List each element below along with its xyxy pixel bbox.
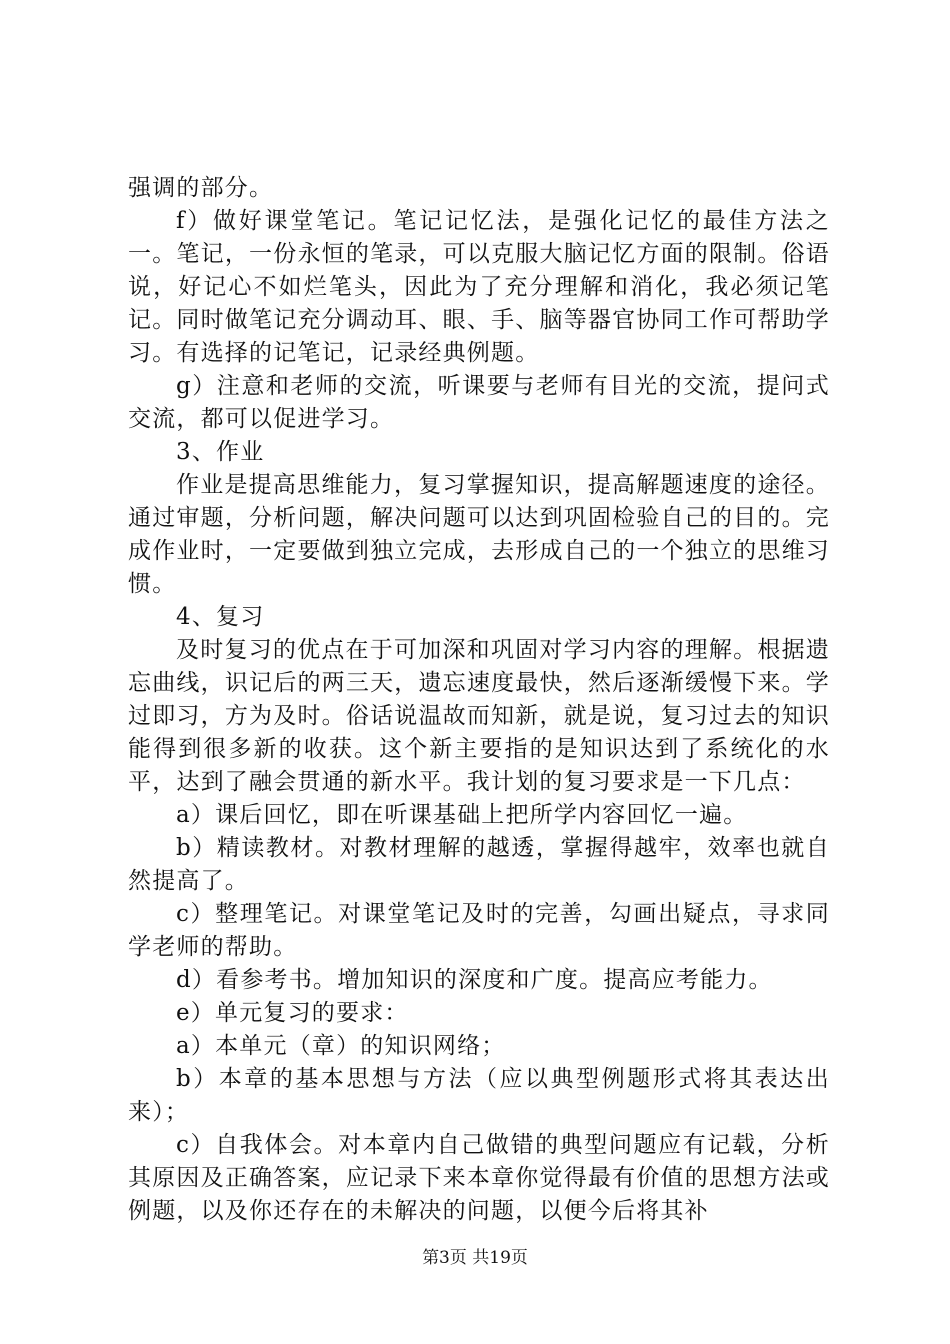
list-item-methods: b）本章的基本思想与方法（应以典型例题形式将其表达出来）；: [128, 1066, 830, 1125]
paragraph-homework: 作业是提高思维能力，复习掌握知识，提高解题速度的途径。通过审题，分析问题，解决问题可以达到巩固检验自己的目的。完成作业时，一定要做到独立完成，去形成自己的一个独立的思维习惯。: [128, 472, 830, 597]
page-footer: [0, 1246, 950, 1270]
list-item-organize-notes: c）整理笔记。对课堂笔记及时的完善，勾画出疑点，寻求同学老师的帮助。: [128, 901, 830, 960]
paragraph-continuation: 强调的部分。: [128, 175, 274, 201]
document-body: [128, 172, 830, 1228]
page-total: 共19页: [472, 1248, 528, 1268]
section-heading-review: 4、复习: [176, 604, 265, 630]
paragraph-teacher-communication: g）注意和老师的交流，听课要与老师有目光的交流，提问式交流，都可以促进学习。: [128, 373, 830, 432]
section-heading-homework: 3、作业: [176, 439, 265, 465]
list-item-self-reflection: c）自我体会。对本章内自己做错的典型问题应有记载，分析其原因及正确答案，应记录下来本章你觉得最有价值的思想方法或例题，以及你还存在的未解决的问题，以便今后将其补: [128, 1132, 830, 1224]
page-number: 第3页: [422, 1248, 467, 1268]
list-item-recall: a）课后回忆，即在听课基础上把所学内容回忆一遍。: [176, 802, 748, 828]
list-item-read-textbook: b）精读教材。对教材理解的越透，掌握得越牢，效率也就自然提高了。: [128, 835, 830, 894]
paragraph-review: 及时复习的优点在于可加深和巩固对学习内容的理解。根据遗忘曲线，识记后的两三天，遗忘速度最快，然后逐渐缓慢下来。学过即习，方为及时。俗话说温故而知新，就是说，复习过去的知识能得到很多新的收获。这个新主要指的是知识达到了系统化的水平，达到了融会贯通的新水平。我计划的复习要求是一下几点：: [128, 637, 830, 795]
list-item-unit-review: e）单元复习的要求：: [176, 1000, 409, 1026]
list-item-reference-books: d）看参考书。增加知识的深度和广度。提高应考能力。: [176, 967, 773, 993]
list-item-knowledge-network: a）本单元（章）的知识网络；: [176, 1033, 506, 1059]
paragraph-notes: f）做好课堂笔记。笔记记忆法，是强化记忆的最佳方法之一。笔记，一份永恒的笔录，可以克服大脑记忆方面的限制。俗语说，好记心不如烂笔头，因此为了充分理解和消化，我必须记笔记。同时做笔记充分调动耳、眼、手、脑等器官协同工作可帮助学习。有选择的记笔记，记录经典例题。: [128, 208, 830, 366]
